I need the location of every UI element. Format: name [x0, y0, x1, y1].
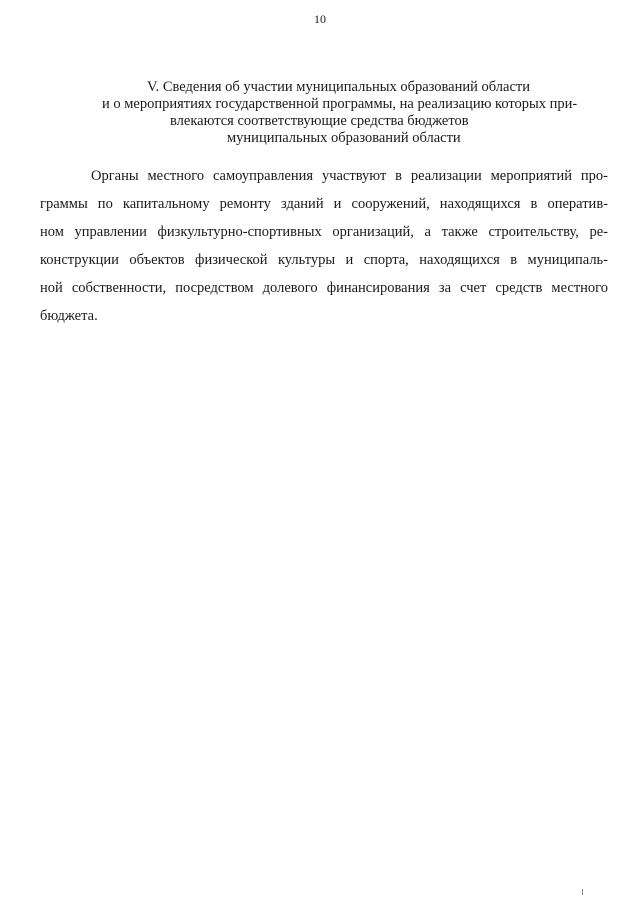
scan-mark	[582, 889, 583, 895]
paragraph-line: ной собственности, посредством долевого финансирования за счет средств местного	[40, 280, 608, 296]
paragraph-line: конструкции объектов физической культуры и спорта, находящихся в муниципаль-	[40, 252, 608, 268]
paragraph-line: бюджета.	[40, 308, 98, 324]
heading-line: и о мероприятиях государственной программы, на реализацию которых при-	[102, 96, 578, 112]
page-number: 10	[314, 12, 326, 26]
heading-line: муниципальных образований области	[227, 130, 461, 146]
paragraph-line: ном управлении физкультурно-спортивных организаций, а также строительству, ре-	[40, 224, 608, 240]
heading-line: влекаются соответствующие средства бюджетов	[170, 113, 469, 129]
body-paragraph	[40, 162, 608, 330]
paragraph-line: граммы по капитальному ремонту зданий и сооружений, находящихся в оператив-	[40, 196, 608, 212]
heading-line: V. Сведения об участии муниципальных образований области	[147, 79, 530, 95]
section-heading	[75, 79, 578, 147]
paragraph-line: Органы местного самоуправления участвуют в реализации мероприятий про-	[91, 168, 608, 184]
